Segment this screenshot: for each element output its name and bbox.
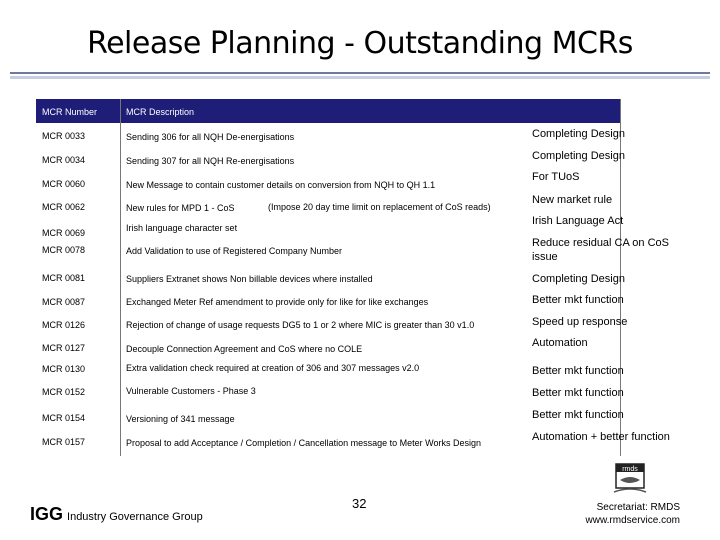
- mcr-status: Automation: [532, 337, 588, 349]
- mcr-number: MCR 0033: [42, 131, 86, 141]
- logo-abbreviation: IGG: [30, 504, 64, 524]
- rmds-badge-icon: [610, 462, 650, 496]
- logo-full-name: Industry Governance Group: [67, 511, 203, 523]
- igg-logo: [30, 504, 203, 525]
- mcr-number: MCR 0154: [42, 413, 86, 423]
- mcr-status: Speed up response: [532, 316, 628, 328]
- secretariat-label: Secretariat: RMDS: [596, 502, 680, 513]
- mcr-description: Decouple Connection Agreement and CoS where no COLE: [126, 344, 363, 354]
- mcr-status: Better mkt function: [532, 409, 624, 421]
- badge-text: rmds: [622, 466, 638, 473]
- secretariat-info: [586, 501, 680, 527]
- table-header: [36, 99, 620, 123]
- mcr-description: Extra validation check required at creation of 306 and 307 messages v2.0: [126, 363, 420, 373]
- mcr-description: Add Validation to use of Registered Company Number: [126, 246, 342, 256]
- mcr-status: Automation + better function: [532, 431, 670, 443]
- mcr-status: New market rule: [532, 194, 613, 206]
- mcr-status: Irish Language Act: [532, 215, 624, 227]
- mcr-status: Better mkt function: [532, 387, 624, 399]
- mcr-description: Vulnerable Customers - Phase 3: [126, 386, 256, 396]
- mcr-number: MCR 0081: [42, 273, 86, 283]
- mcr-description: New rules for MPD 1 - CoS: [126, 203, 235, 213]
- mcr-description: Proposal to add Acceptance / Completion / Cancellation message to Meter Works Design: [126, 438, 482, 448]
- mcr-description: Suppliers Extranet shows Non billable devices where installed: [126, 274, 373, 284]
- title-divider-shadow: [10, 76, 710, 79]
- mcr-status: Completing Design: [532, 128, 625, 140]
- header-mcr-number: MCR Number: [42, 107, 98, 117]
- mcr-number: MCR 0157: [42, 437, 86, 447]
- mcr-description: Exchanged Meter Ref amendment to provide only for like for like exchanges: [126, 297, 429, 307]
- mcr-number: MCR 0069: [42, 228, 86, 238]
- website-link[interactable]: www.rmdservice.com: [585, 515, 680, 526]
- mcr-description: Rejection of change of usage requests DG5 to 1 or 2 where MIC is greater than 30 v1.0: [126, 320, 475, 330]
- mcr-status: Completing Design: [532, 150, 625, 162]
- header-mcr-description: MCR Description: [126, 107, 195, 117]
- mcr-number: MCR 0060: [42, 179, 86, 189]
- mcr-description: New Message to contain customer details on conversion from NQH to QH 1.1: [126, 180, 436, 190]
- mcr-status: For TUoS: [532, 171, 580, 183]
- mcr-status: Completing Design: [532, 273, 625, 285]
- column-divider: [120, 99, 121, 456]
- mcr-number: MCR 0130: [42, 364, 86, 374]
- mcr-number: MCR 0034: [42, 155, 86, 165]
- mcr-description: Sending 307 for all NQH Re-energisations: [126, 156, 295, 166]
- mcr-description: Sending 306 for all NQH De-energisations: [126, 132, 295, 142]
- mcr-number: MCR 0127: [42, 343, 86, 353]
- mcr-number: MCR 0078: [42, 245, 86, 255]
- mcr-number: MCR 0126: [42, 320, 86, 330]
- page-title: Release Planning - Outstanding MCRs: [87, 26, 633, 61]
- mcr-status: Reduce residual CA on CoS issue: [532, 237, 669, 263]
- mcr-status: Better mkt function: [532, 294, 624, 306]
- mcr-number: MCR 0152: [42, 387, 86, 397]
- title-divider: [10, 72, 710, 74]
- mcr-number: MCR 0087: [42, 297, 86, 307]
- mcr-description: Irish language character set: [126, 223, 238, 233]
- mcr-number: MCR 0062: [42, 202, 86, 212]
- mcr-description: Versioning of 341 message: [126, 414, 235, 424]
- mcr-description-note: (Impose 20 day time limit on replacement of CoS reads): [268, 202, 491, 212]
- page-number: 32: [352, 496, 367, 511]
- mcr-status: Better mkt function: [532, 365, 624, 377]
